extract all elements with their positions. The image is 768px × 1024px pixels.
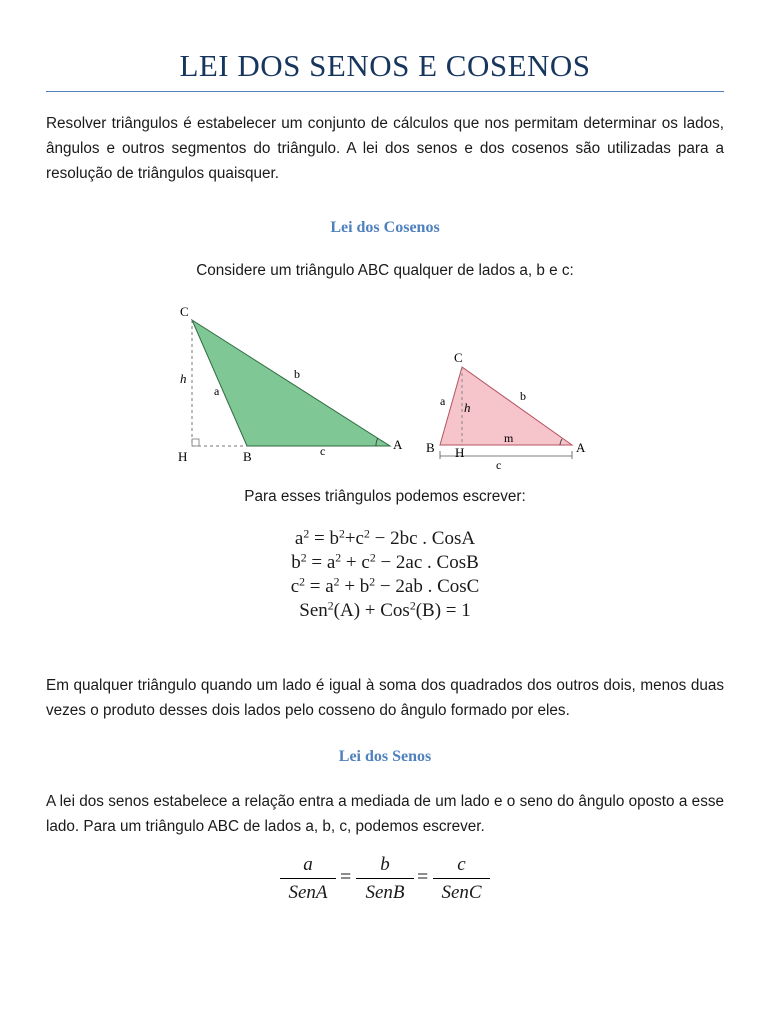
cosines-heading: Lei dos Cosenos	[330, 219, 440, 236]
denominator-sena: SenA	[288, 882, 328, 903]
side-a-label-right: a	[440, 394, 446, 408]
point-h-label-right: H	[455, 445, 465, 460]
cosines-consider-text: Considere um triângulo ABC qualquer de lados a, b e c:	[196, 262, 574, 279]
vertex-b-label-right: B	[426, 440, 435, 455]
formula-pythagorean-identity: Sen$^2$(A) + Cos$^2$(B) = 1	[299, 599, 471, 621]
side-c-label-right: c	[496, 458, 502, 472]
right-angle-mark	[192, 439, 199, 446]
formula-c-squared: $c^2 = a^2 + b^2 - 2ab$ . CosC	[290, 575, 480, 597]
side-a-label: a	[214, 384, 220, 398]
side-b-label-right: b	[520, 389, 526, 403]
title-divider	[46, 91, 724, 92]
formula-b-squared: $b^2 = a^2 + c^2 - 2ac$ . CosB	[291, 551, 479, 573]
sines-text: A lei dos senos estabelece a relação entra a mediada de um lado e o seno do ângulo oposto a esse lado. Para um triângulo ABC de lados a, b, c, podemos escrever.	[46, 793, 724, 835]
height-h-label-right: h	[464, 400, 471, 415]
cosines-explanation: Em qualquer triângulo quando um lado é igual à soma dos quadrados dos outros dois, menos duas vezes o produto desses dois lados pelo cosseno do ângulo formado por eles.	[46, 677, 724, 719]
numerator-c: c	[457, 854, 466, 875]
triangle-figure-right	[424, 345, 594, 473]
cosines-write-text: Para esses triângulos podemos escrever:	[244, 488, 526, 505]
vertex-c-label: C	[180, 304, 189, 319]
point-h-label: H	[178, 449, 188, 464]
cosines-formulas	[46, 527, 724, 623]
vertex-a-label: A	[393, 437, 403, 452]
numerator-a: a	[303, 854, 313, 875]
equals-sign-2: =	[417, 866, 429, 888]
denominator-senb: SenB	[365, 882, 405, 903]
triangle-figure-left	[172, 298, 412, 468]
obtuse-triangle-shape	[192, 320, 390, 446]
equals-sign-1: =	[340, 866, 352, 888]
sine-law-formula	[280, 852, 490, 908]
fraction-b-over-senb	[356, 852, 414, 905]
fraction-c-over-senc	[433, 852, 490, 905]
side-c-label: c	[320, 444, 326, 458]
formula-a-squared: $a^2 = b^2+c^2 - 2bc$ . CosA	[294, 527, 476, 549]
vertex-a-label-right: A	[576, 440, 586, 455]
denominator-senc: SenC	[441, 882, 482, 903]
numerator-b: b	[380, 854, 390, 875]
side-b-label: b	[294, 367, 300, 381]
fraction-a-over-sena	[280, 852, 336, 905]
vertex-c-label-right: C	[454, 350, 463, 365]
height-h-label: h	[180, 371, 187, 386]
vertex-b-label: B	[243, 449, 252, 464]
intro-paragraph: Resolver triângulos é estabelecer um conjunto de cálculos que nos permitam determinar os lados, ângulos e outros segmentos do triângulo. A lei dos senos e dos cosenos são utilizadas para a resolução de triângulos quaisquer.	[46, 115, 724, 182]
page-title: LEI DOS SENOS E COSENOS	[179, 48, 591, 83]
sines-heading: Lei dos Senos	[338, 748, 432, 765]
segment-m-label: m	[504, 431, 514, 445]
